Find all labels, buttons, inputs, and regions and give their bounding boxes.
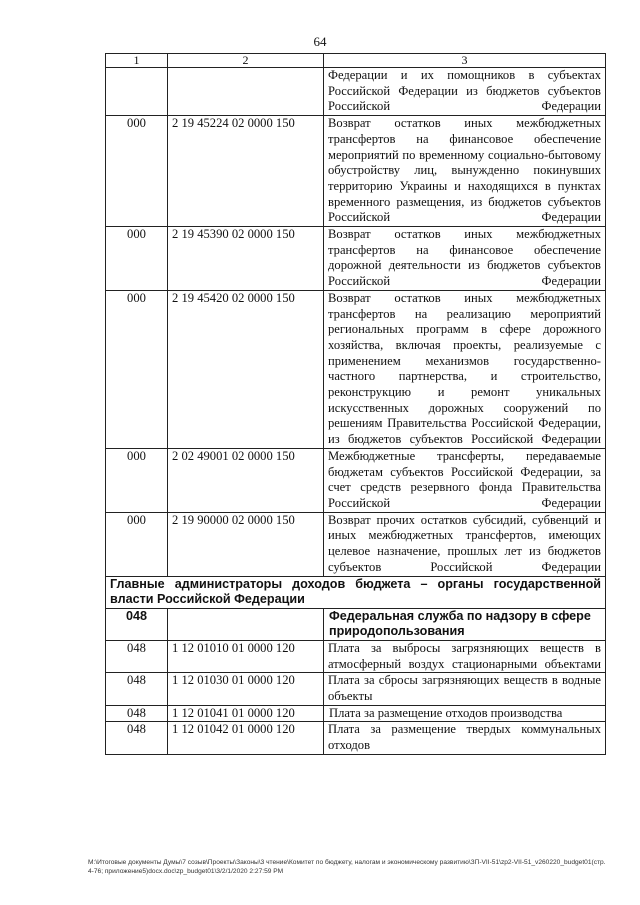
- table-row: [106, 227, 606, 291]
- revenue-code-cell: 2 19 45390 02 0000 150: [168, 227, 324, 291]
- table-row: [106, 722, 606, 754]
- admin-code-cell: 000: [106, 448, 168, 512]
- table-row: [106, 640, 606, 672]
- admin-code-cell: [106, 68, 168, 116]
- description-cell: Федерации и их помощников в субъектах Российской Федерации из бюджетов субъектов Российской Федерации: [324, 68, 606, 116]
- column-header-1: 1: [106, 54, 168, 68]
- revenue-code-cell: [168, 68, 324, 116]
- revenue-code-cell: 1 12 01042 01 0000 120: [168, 722, 324, 754]
- admin-code-cell: 048: [106, 722, 168, 754]
- table-row: [106, 448, 606, 512]
- revenue-code-cell: 2 02 49001 02 0000 150: [168, 448, 324, 512]
- revenue-code-cell: 1 12 01041 01 0000 120: [168, 705, 324, 722]
- agency-name-cell: Федеральная служба по надзору в сфере природопользования: [324, 608, 606, 640]
- column-header-2: 2: [168, 54, 324, 68]
- table-row: [106, 512, 606, 576]
- description-cell: Возврат остатков иных межбюджетных трансфертов на финансовое обеспечение дорожной деятельности из бюджетов субъектов Российской Федерации: [324, 227, 606, 291]
- description-cell: Возврат прочих остатков субсидий, субвенций и иных межбюджетных трансфертов, имеющих целевое назначение, прошлых лет из бюджетов субъектов Российской Федерации: [324, 512, 606, 576]
- description-cell: Плата за выбросы загрязняющих веществ в атмосферный воздух стационарными объектами: [324, 640, 606, 672]
- table-row: [106, 290, 606, 448]
- page-number: 64: [313, 34, 327, 49]
- file-path-footer: M:\Итоговые документы Думы\7 созыв\Проекты\Законы\3 чтение\Комитет по бюджету, налогам и экономическому развитию\ЗП-VII-51\zp2-VII-51_v260220_budget01(стр.4-76; приложение5)docx.doc\zp_budget01\3/2/1/2020 2:27:59 PM: [88, 859, 606, 875]
- revenue-code-cell: 1 12 01010 01 0000 120: [168, 640, 324, 672]
- admin-code-cell: 048: [106, 705, 168, 722]
- description-cell: Плата за сбросы загрязняющих веществ в водные объекты: [324, 673, 606, 705]
- description-cell: Межбюджетные трансферты, передаваемые бюджетам субъектов Российской Федерации, за счет средств резервного фонда Правительства Российской Федерации: [324, 448, 606, 512]
- section-header-row: [106, 576, 606, 608]
- agency-row: [106, 608, 606, 640]
- revenue-classification-table: [105, 53, 606, 755]
- description-cell: Плата за размещение отходов производства: [324, 705, 606, 722]
- agency-empty-cell: [168, 608, 324, 640]
- description-cell: Возврат остатков иных межбюджетных трансфертов на финансовое обеспечение мероприятий по временному социально-бытовому обустройству лиц, вынужденно покинувших территорию Украины и находящихся в пунктах временного размещения, из бюджетов субъектов Российской Федерации: [324, 116, 606, 227]
- admin-code-cell: 000: [106, 290, 168, 448]
- admin-code-cell: 000: [106, 116, 168, 227]
- admin-code-cell: 048: [106, 640, 168, 672]
- revenue-code-cell: 2 19 90000 02 0000 150: [168, 512, 324, 576]
- description-cell: Плата за размещение твердых коммунальных отходов: [324, 722, 606, 754]
- agency-code-cell: 048: [106, 608, 168, 640]
- column-header-3: 3: [324, 54, 606, 68]
- table-row: [106, 68, 606, 116]
- table-row: [106, 705, 606, 722]
- revenue-code-cell: 2 19 45420 02 0000 150: [168, 290, 324, 448]
- revenue-code-cell: 2 19 45224 02 0000 150: [168, 116, 324, 227]
- revenue-code-cell: 1 12 01030 01 0000 120: [168, 673, 324, 705]
- description-cell: Возврат остатков иных межбюджетных трансфертов на реализацию мероприятий региональных программ в сфере дорожного хозяйства, включая проекты, реализуемые с применением механизмов государственно-частного партнерства, и строительство, реконструкцию и ремонт уникальных искусственных дорожных сооружений по решениям Правительства Российской Федерации, из бюджетов субъектов Российской Федерации: [324, 290, 606, 448]
- admin-code-cell: 000: [106, 512, 168, 576]
- table-header-row: [106, 54, 606, 68]
- table-row: [106, 673, 606, 705]
- admin-code-cell: 048: [106, 673, 168, 705]
- admin-code-cell: 000: [106, 227, 168, 291]
- table-row: [106, 116, 606, 227]
- section-title: Главные администраторы доходов бюджета – органы государственной власти Российской Федерации: [106, 576, 606, 608]
